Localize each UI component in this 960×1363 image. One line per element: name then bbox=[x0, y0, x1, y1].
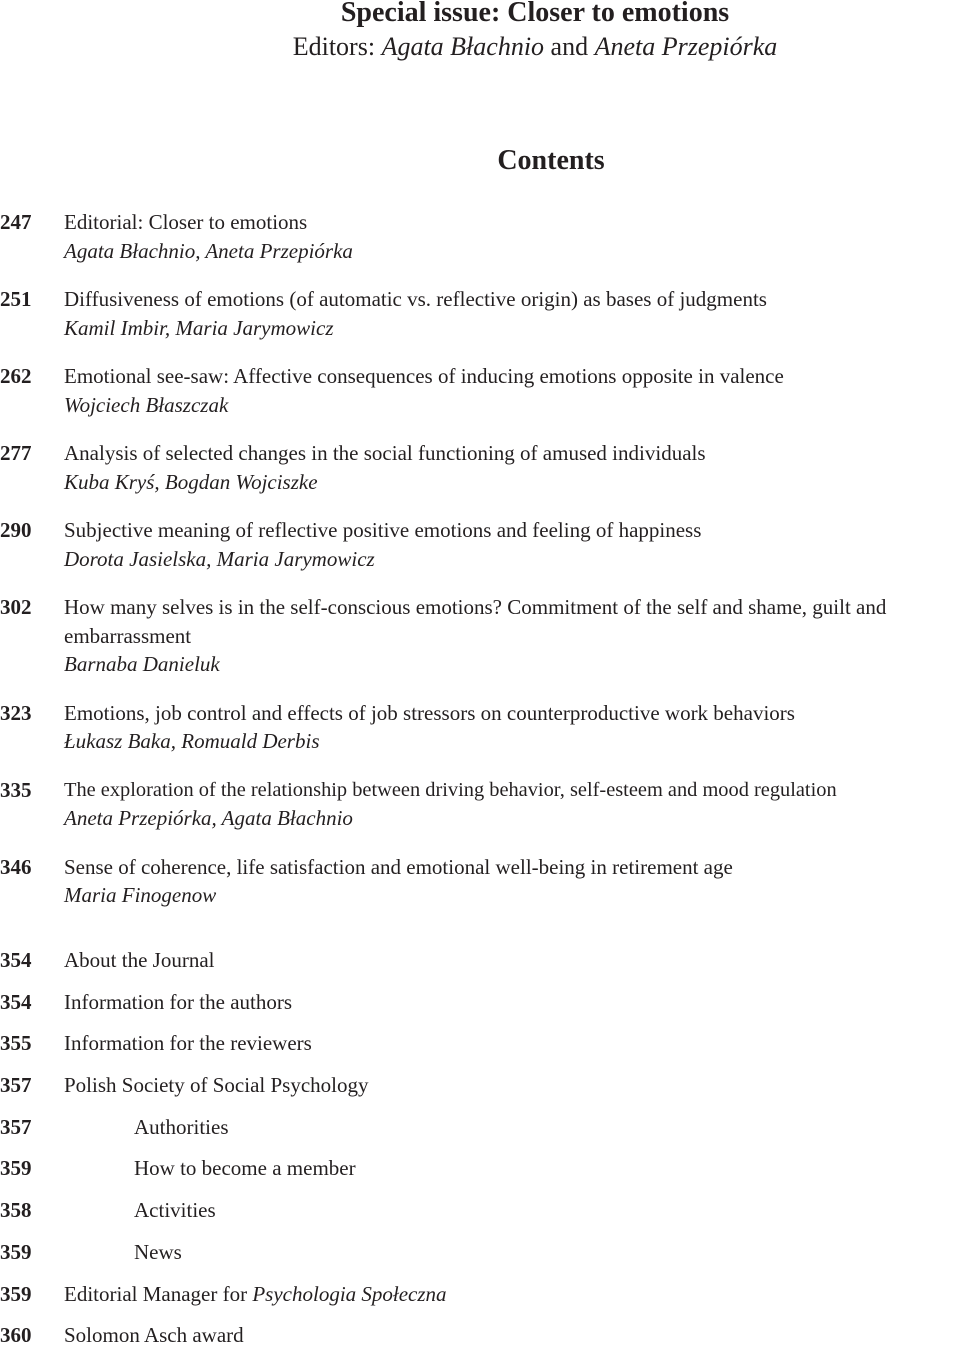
page-number: 357 bbox=[0, 1114, 32, 1139]
info-subentry[interactable] bbox=[0, 1196, 960, 1238]
page-number: 355 bbox=[0, 1031, 32, 1056]
info-entry[interactable] bbox=[0, 1280, 960, 1322]
page-number: 290 bbox=[0, 518, 32, 542]
page-number: 359 bbox=[0, 1156, 32, 1181]
article-authors: Aneta Przepiórka, Agata Błachnio bbox=[64, 806, 353, 830]
journal-name: Psychologia Społeczna bbox=[252, 1281, 447, 1306]
info-label bbox=[64, 1280, 447, 1309]
page-number: 354 bbox=[0, 948, 32, 972]
page-number: 359 bbox=[0, 1281, 32, 1306]
article-title: Diffusiveness of emotions (of automatic vs. reflective origin) as bases of judgments bbox=[64, 287, 767, 311]
page-number: 323 bbox=[0, 700, 32, 725]
article-authors: Wojciech Błaszczak bbox=[64, 392, 229, 417]
page-number: 346 bbox=[0, 854, 32, 879]
article-authors: Dorota Jasielska, Maria Jarymowicz bbox=[64, 546, 375, 571]
info-subentry[interactable] bbox=[0, 1238, 960, 1280]
info-label-text: Editorial Manager for bbox=[64, 1281, 253, 1306]
info-subentry[interactable] bbox=[0, 1113, 960, 1155]
page-number: 302 bbox=[0, 595, 32, 619]
info-entry[interactable] bbox=[0, 1029, 960, 1071]
info-label: Authorities bbox=[134, 1114, 229, 1139]
info-label: Solomon Asch award bbox=[64, 1323, 244, 1348]
editors-and: and bbox=[544, 32, 595, 61]
article-title: Analysis of selected changes in the social functioning of amused individuals bbox=[64, 441, 706, 465]
issue-editors bbox=[0, 30, 960, 64]
info-label: How to become a member bbox=[134, 1156, 356, 1181]
article-authors: Kamil Imbir, Maria Jarymowicz bbox=[64, 315, 334, 340]
info-label: About the Journal bbox=[64, 948, 215, 972]
article-title: Emotional see-saw: Affective consequences of inducing emotions opposite in valence bbox=[64, 364, 784, 388]
editor-name: Agata Błachnio bbox=[381, 32, 545, 61]
issue-header bbox=[0, 0, 960, 64]
page-number: 357 bbox=[0, 1073, 32, 1098]
article-title: The exploration of the relationship between driving behavior, self-esteem and mood regulation bbox=[64, 778, 837, 801]
article-title: Editorial: Closer to emotions bbox=[64, 210, 308, 234]
article-title: How many selves is in the self-conscious emotions? Commitment of the self and shame, guilt and embarrassment bbox=[64, 595, 887, 648]
article-title: Subjective meaning of reflective positive emotions and feeling of happiness bbox=[64, 518, 702, 542]
contents-entry[interactable] bbox=[0, 208, 960, 265]
journal-info-list bbox=[0, 946, 960, 1363]
article-authors: Łukasz Baka, Romuald Derbis bbox=[64, 729, 320, 753]
info-entry[interactable] bbox=[0, 946, 960, 988]
contents-entry[interactable] bbox=[0, 593, 960, 679]
info-label: News bbox=[134, 1239, 182, 1264]
article-authors: Maria Finogenow bbox=[64, 883, 217, 907]
contents-entry[interactable] bbox=[0, 439, 960, 496]
page-number: 359 bbox=[0, 1239, 32, 1264]
info-entry[interactable] bbox=[0, 1071, 960, 1113]
page-number: 354 bbox=[0, 989, 32, 1014]
contents-entry[interactable] bbox=[0, 853, 960, 910]
info-entry[interactable] bbox=[0, 1321, 960, 1363]
contents-entry[interactable] bbox=[0, 776, 960, 833]
contents-entry[interactable] bbox=[0, 699, 960, 756]
info-label: Polish Society of Social Psychology bbox=[64, 1073, 369, 1098]
contents-heading: Contents bbox=[497, 145, 605, 176]
page-number: 247 bbox=[0, 210, 32, 234]
contents-list bbox=[0, 208, 960, 930]
info-subentry[interactable] bbox=[0, 1154, 960, 1196]
editors-prefix: Editors: bbox=[292, 32, 382, 61]
page-number: 262 bbox=[0, 364, 32, 388]
info-label: Information for the authors bbox=[64, 989, 293, 1014]
contents-entry[interactable] bbox=[0, 285, 960, 342]
page-number: 251 bbox=[0, 287, 32, 311]
article-authors: Kuba Kryś, Bogdan Wojciszke bbox=[64, 469, 318, 494]
page-number: 358 bbox=[0, 1198, 32, 1223]
info-entry[interactable] bbox=[0, 988, 960, 1030]
article-title: Emotions, job control and effects of job stressors on counterproductive work behaviors bbox=[64, 700, 795, 725]
info-label: Activities bbox=[134, 1198, 216, 1223]
editor-name: Aneta Przepiórka bbox=[594, 32, 778, 61]
page-number: 360 bbox=[0, 1323, 32, 1348]
contents-entry[interactable] bbox=[0, 362, 960, 419]
page-number: 277 bbox=[0, 441, 32, 465]
article-authors: Agata Błachnio, Aneta Przepiórka bbox=[64, 238, 353, 263]
article-title: Sense of coherence, life satisfaction and emotional well-being in retirement age bbox=[64, 854, 733, 879]
page-number: 335 bbox=[0, 777, 32, 802]
article-authors: Barnaba Danieluk bbox=[64, 652, 220, 676]
issue-title: Special issue: Closer to emotions bbox=[340, 0, 730, 28]
contents-entry[interactable] bbox=[0, 516, 960, 573]
info-label: Information for the reviewers bbox=[64, 1031, 312, 1056]
